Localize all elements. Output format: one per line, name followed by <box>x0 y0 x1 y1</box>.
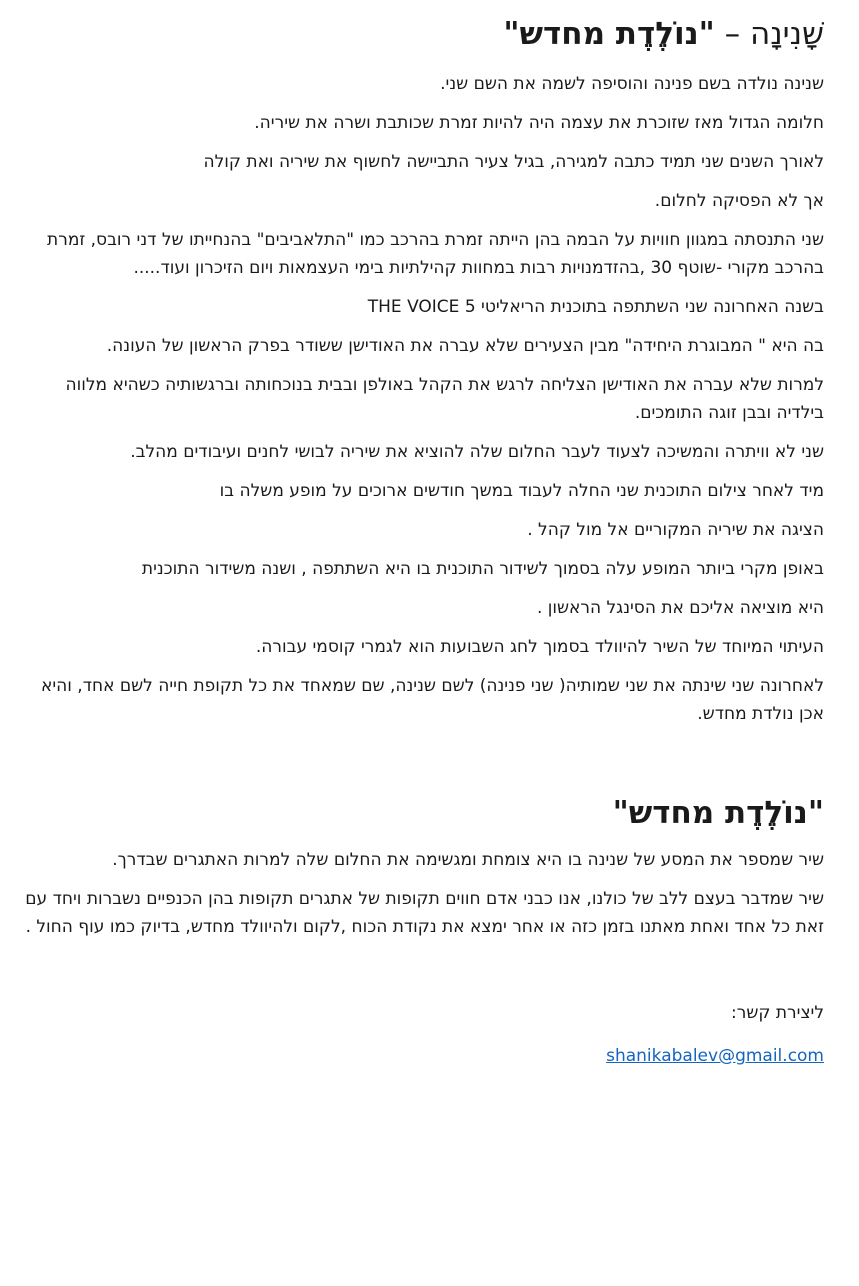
bio-paragraph: שני התנסתה במגוון חוויות על הבמה בהן הייתה זמרת בהרכב כמו "התלאביבים" בהנחייתו של דני רובס, זמרת בהרכב מקורי -שוטף 30 ,בהזדמנויות רבות במחוות קהילתיות בימי העצמאות ויום הזיכרון ועוד..... <box>47 230 824 278</box>
bio-paragraph: היא מוציאה אליכם את הסינגל הראשון . <box>536 598 824 618</box>
bio-paragraph: למרות שלא עברה את האודישן הצליחה לרגש את הקהל באולפן ובבית בנוכחותה וברגשותיה כשהיא מלווה בילדיה ובבן זוגה התומכים. <box>65 375 824 423</box>
bio-paragraph: שני לא וויתרה והמשיכה לצעוד לעבר החלום שלה להוציא את שיריה לבושי לחנים ועיבודים מהלב. <box>130 442 824 462</box>
song-paragraph: שיר שמדבר בעצם ללב של כולנו, אנו כבני אדם חווים תקופות של אתגרים תקופות בהן הכנפיים נשברות ויחד עם זאת כל אחד ואחת מאתנו בזמן כזה או אחר ימצא את נקודת הכוח ,לקום ולהיוולד מחדש, בדיוק כמו עוף החול . <box>25 889 824 937</box>
bio-paragraph: לאורך השנים שני תמיד כתבה למגירה, בגיל צעיר התביישה לחשוף את שיריה ואת קולה <box>203 152 824 172</box>
page-title <box>24 12 824 56</box>
title-dash: – <box>714 16 751 52</box>
email-link[interactable]: shanikabalev@gmail.com <box>606 1046 824 1066</box>
bio-paragraph: הציגה את שיריה המקוריים אל מול קהל . <box>527 520 824 540</box>
bio-section <box>24 70 824 728</box>
artist-name: שָׁנִינָה <box>750 16 824 52</box>
bio-paragraph: בשנה האחרונה שני השתתפה בתוכנית הריאליטי THE VOICE 5 <box>367 297 824 317</box>
song-section <box>24 791 824 941</box>
song-paragraph: שיר שמספר את המסע של שנינה בו היא צומחת ומגשימה את החלום שלה למרות האתגרים שבדרך. <box>112 850 824 870</box>
bio-paragraph: לאחרונה שני שינתה את שני שמותיה( שני פנינה) לשם שנינה, שם שמאחד את כל תקופת חייה לשם אחד, והיא אכן נולדת מחדש. <box>40 676 824 724</box>
bio-paragraph: בה היא " המבוגרת היחידה" מבין הצעירים שלא עברה את האודישן ששודר בפרק הראשון של העונה. <box>106 336 824 356</box>
bio-paragraph: באופן מקרי ביותר המופע עלה בסמוך לשידור התוכנית בו היא השתתפה , ושנה משידור התוכנית <box>141 559 824 579</box>
bio-paragraph: חלומה הגדול מאז שזוכרת את עצמה היה להיות זמרת שכותבת ושרה את שיריה. <box>254 113 824 133</box>
contact-section <box>24 999 824 1070</box>
bio-paragraph: העיתוי המיוחד של השיר להיוולד בסמוך לחג השבועות הוא לגמרי קוסמי עבורה. <box>255 637 824 657</box>
song-title: "נוֹלֶדֶת מחדש" <box>612 795 824 831</box>
bio-paragraph: שנינה נולדה בשם פנינה והוסיפה לשמה את השם שני. <box>440 74 824 94</box>
song-name-in-title: "נוֹלֶדֶת מחדש" <box>503 16 715 52</box>
contact-email-line <box>24 1042 824 1070</box>
bio-paragraph: אך לא הפסיקה לחלום. <box>654 191 824 211</box>
bio-paragraph: מיד לאחר צילום התוכנית שני החלה לעבוד במשך חודשים ארוכים על מופע משלה בו <box>219 481 824 501</box>
contact-label: ליצירת קשר: <box>731 1003 824 1023</box>
